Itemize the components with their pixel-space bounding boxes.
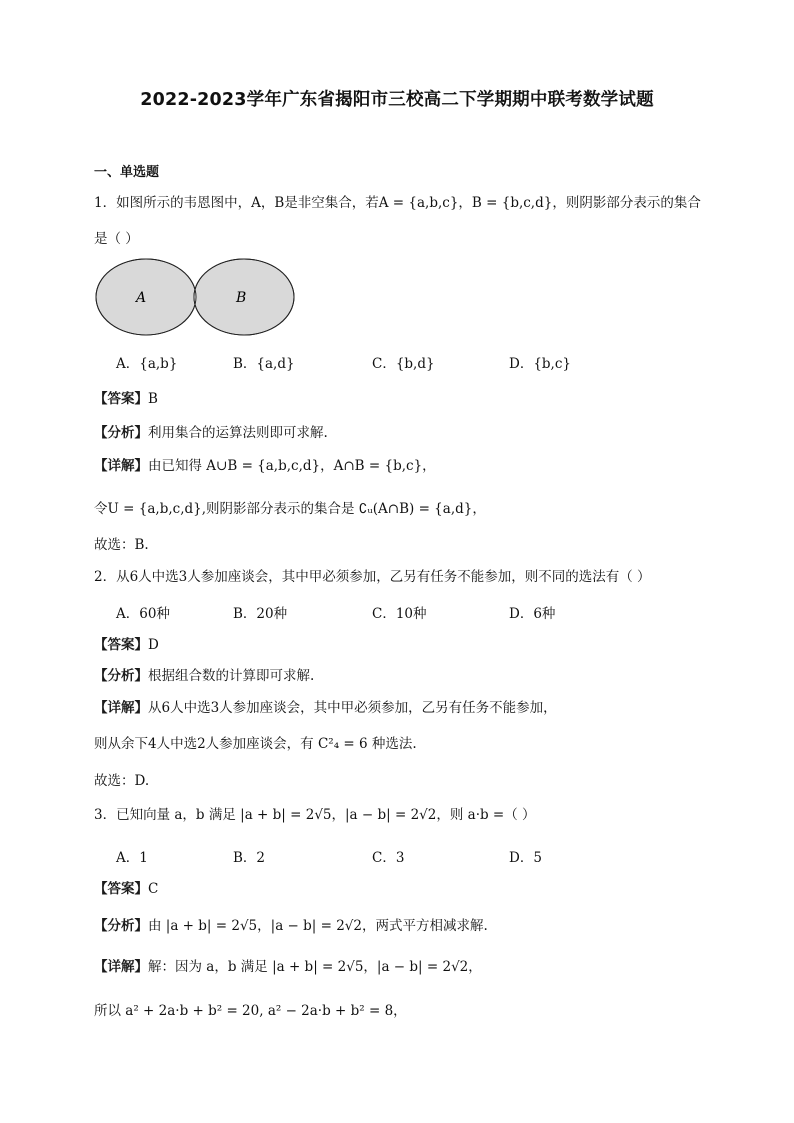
q3-detail-line1 bbox=[94, 958, 482, 976]
q2-detail-line1 bbox=[94, 699, 557, 717]
q2-stem: 2．从6人中选3人参加座谈会，其中甲必须参加，乙另有任务不能参加，则不同的选法有（ ） bbox=[94, 569, 651, 585]
q1-option-b: B．{a,d} bbox=[233, 356, 295, 372]
answer-tag: 【答案】 bbox=[94, 881, 148, 897]
q1-option-c: C．{b,d} bbox=[372, 356, 435, 372]
q3-option-a: A．1 bbox=[116, 850, 148, 866]
analysis-tag: 【分析】 bbox=[94, 918, 148, 934]
venn-label-b: B bbox=[236, 290, 247, 306]
q1-answer-line bbox=[94, 390, 158, 408]
q1-stem-line1: 1．如图所示的韦恩图中，A，B是非空集合，若A = {a,b,c}，B = {b,c,d}，则阴影部分表示的集合 bbox=[94, 195, 701, 211]
q2-option-c: C．10种 bbox=[372, 606, 427, 622]
q1-conclusion: 故选：B. bbox=[94, 537, 149, 553]
q1-option-a: A．{a,b} bbox=[116, 356, 178, 372]
q2-option-b: B．20种 bbox=[233, 606, 288, 622]
q3-option-c: C．3 bbox=[372, 850, 405, 866]
q3-answer-line bbox=[94, 880, 158, 898]
q2-answer-line bbox=[94, 636, 159, 654]
detail-tag: 【详解】 bbox=[94, 700, 148, 716]
q2-answer: D bbox=[148, 637, 159, 653]
venn-diagram bbox=[94, 254, 299, 340]
q3-analysis-line bbox=[94, 917, 488, 935]
q1-detail1: 由已知得 A∪B = {a,b,c,d}，A∩B = {b,c}， bbox=[148, 458, 436, 474]
q2-option-a: A．60种 bbox=[116, 606, 170, 622]
q3-option-d: D．5 bbox=[509, 850, 542, 866]
section-heading: 一、单选题 bbox=[94, 165, 160, 180]
answer-tag: 【答案】 bbox=[94, 391, 148, 407]
q3-stem: 3．已知向量 a，b 满足 |a + b| = 2√5，|a − b| = 2√2，则 a·b =（ ） bbox=[94, 807, 536, 823]
analysis-tag: 【分析】 bbox=[94, 425, 148, 441]
q3-answer: C bbox=[148, 881, 159, 897]
q2-detail1: 从6人中选3人参加座谈会，其中甲必须参加，乙另有任务不能参加， bbox=[148, 700, 557, 716]
q2-conclusion: 故选：D. bbox=[94, 773, 150, 789]
q3-detail-line2: 所以 a² + 2a·b + b² = 20, a² − 2a·b + b² = 8， bbox=[94, 1003, 407, 1019]
q1-analysis-line bbox=[94, 424, 328, 442]
q2-detail-line2: 则从余下4人中选2人参加座谈会，有 C²₄ = 6 种选法. bbox=[94, 736, 417, 752]
q2-option-d: D．6种 bbox=[509, 606, 556, 622]
q1-detail-line2: 令U = {a,b,c,d},则阴影部分表示的集合是 ∁ᵤ(A∩B) = {a,d}， bbox=[94, 501, 486, 517]
q1-stem-line2: 是（ ） bbox=[94, 231, 139, 247]
q2-analysis: 根据组合数的计算即可求解. bbox=[148, 668, 315, 684]
q2-analysis-line bbox=[94, 667, 314, 685]
q3-analysis: 由 |a + b| = 2√5，|a − b| = 2√2，两式平方相减求解. bbox=[148, 918, 488, 934]
venn-label-a: A bbox=[136, 290, 147, 306]
q1-analysis: 利用集合的运算法则即可求解. bbox=[148, 425, 328, 441]
q3-detail1: 解：因为 a，b 满足 |a + b| = 2√5，|a − b| = 2√2， bbox=[148, 959, 482, 975]
q1-option-d: D．{b,c} bbox=[509, 356, 571, 372]
q3-option-b: B．2 bbox=[233, 850, 266, 866]
q1-detail-line1 bbox=[94, 457, 436, 475]
detail-tag: 【详解】 bbox=[94, 959, 148, 975]
answer-tag: 【答案】 bbox=[94, 637, 148, 653]
detail-tag: 【详解】 bbox=[94, 458, 148, 474]
q1-answer: B bbox=[148, 391, 158, 407]
page-title: 2022-2023学年广东省揭阳市三校高二下学期期中联考数学试题 bbox=[140, 90, 654, 110]
analysis-tag: 【分析】 bbox=[94, 668, 148, 684]
